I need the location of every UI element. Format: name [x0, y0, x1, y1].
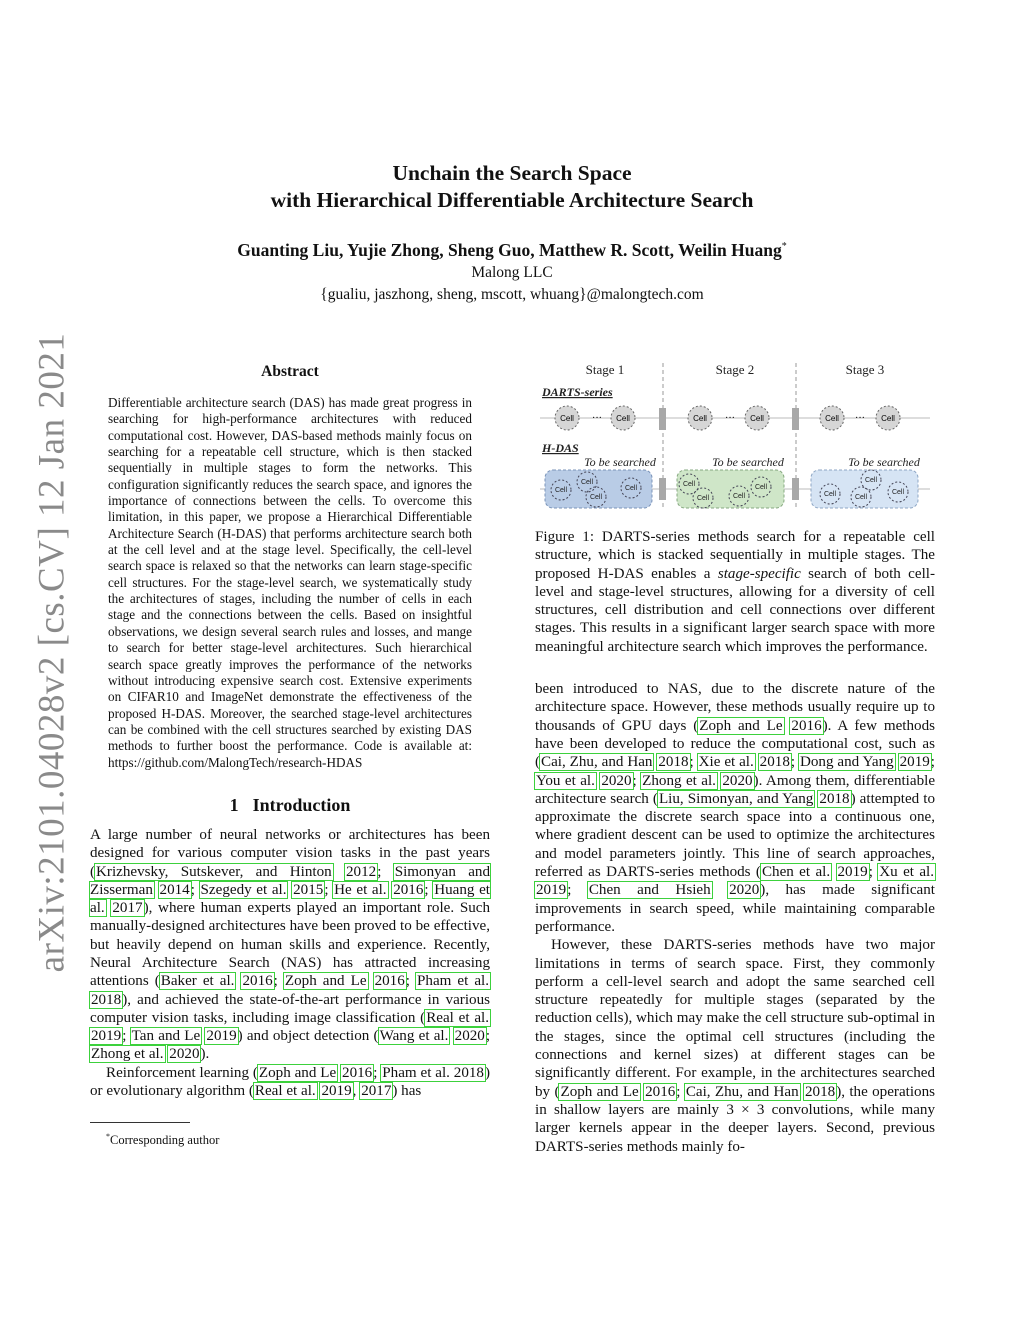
citation-link[interactable]: 2017: [112, 900, 143, 917]
citation-link[interactable]: 2016: [342, 1064, 373, 1081]
figure-1-diagram: [535, 360, 935, 510]
right-body: [535, 680, 935, 1156]
citation-link[interactable]: Xie et al.: [698, 754, 754, 771]
citation-link[interactable]: Zoph and Le: [258, 1064, 337, 1081]
hdas-label: H-DAS: [542, 441, 579, 455]
citation-link[interactable]: 2019: [536, 882, 567, 899]
title-line-1: Unchain the Search Space: [392, 161, 632, 185]
darts-cell-label: Cell: [616, 414, 630, 423]
citation-link[interactable]: Baker et al.: [160, 973, 235, 990]
paper-title: [0, 160, 1024, 214]
citation-link[interactable]: He et al.: [334, 881, 387, 898]
hdas-cell-label: Cell: [854, 494, 868, 501]
reduction-block: [792, 478, 799, 500]
section-title: Introduction: [252, 794, 351, 815]
abstract-text: Differentiable architecture search (DAS) has made great progress in searching for high-performance architectures with reduced computational cost. However, DAS-based methods mainly focus on searching for a repeatable cell structure, which is then stacked sequentially in multiple stages to form the networks. This configuration significantly reduces the search space, and ignores the importance of connections between the cells. To overcome this limitation, in this paper, we propose a Hierarchical Differentiable Architecture Search (H-DAS) that performs architecture search both at the cell level and at the stage level. Specifically, the cell-level search space is relaxed so that the networks can learn stage-specific cell structures. For the stage-level search, we systematically study the architectures of stages, including the number of cells in each stage and the connections between the cells. Based on insightful observations, we design several search rules and losses, and mange to search for better stage-level architectures. Such hierarchical search space greatly improves the performance of the networks without introducing expensive search cost. Extensive experiments on CIFAR10 and ImageNet demonstrate the effectiveness of the proposed H-DAS. Moreover, the searched stage-level architectures can be combined with the cell structures searched by existing DAS methods to further boost the performance. Code is available at: https://github.com/MalongTech/research-HDAS: [108, 395, 472, 770]
citation-link[interactable]: Cai, Zhu, and Han: [685, 1083, 799, 1100]
right-paragraph-1: been introduced to NAS, due to the discrete nature of the architecture space. However, these methods usually require up to thousands of GPU days (Zoph and Le 2016). A few methods have been developed to reduce the computational cost, such as (Cai, Zhu, and Han 2018; Xie et al. 2018; Dong and Yang 2019; You et al. 2020; Zhong et al. 2020). Among them, differentiable architecture search (Liu, Simonyan, and Yang 2018) attempted to approximate the discrete search space into a continuous one, where gradient descent can be used to optimize the architectures and model parameters jointly. This line of search approaches, referred as DARTS-series methods (Chen et al. 2019; Xu et al. 2019; Chen and Hsieh 2020), has made significant improvements in search speed, while maintaining comparable performance.: [535, 681, 936, 935]
footnote: [90, 1129, 490, 1148]
footnote-mark: *: [106, 1132, 110, 1142]
authors-text: Guanting Liu, Yujie Zhong, Sheng Guo, Matthew R. Scott, Weilin Huang: [237, 239, 782, 260]
footnote-text: Corresponding author: [110, 1133, 220, 1148]
citation-link[interactable]: Liu, Simonyan, and Yang: [658, 790, 814, 807]
text-run: ), where human experts played an important role. Such manually-designed architectures have been proved to be effective, but heavily depend on human skills and experience. Recently, Neural Architecture Search (NAS) has attracted increasing attentions (: [90, 900, 491, 990]
citation-link[interactable]: 2018: [805, 1083, 836, 1100]
citation-link[interactable]: 2016: [242, 973, 273, 990]
text-run: ) has: [392, 1083, 422, 1100]
text-run: ). A few methods have been developed to reduce the computational cost, such as (: [535, 717, 935, 771]
citation-link[interactable]: Zhong et al.: [642, 772, 716, 789]
corresponding-mark: *: [781, 241, 787, 252]
emphasis: stage-specific: [717, 565, 801, 582]
figure-1: [535, 360, 935, 510]
intro-paragraph-1: A large number of neural networks or architectures has been designed for various computer vision tasks in the past years (Krizhevsky, Sutskever, and Hinton 2012; Simonyan and Zisserman 2014; Szegedy et al. 2015; He et al. 2016; Huang et al. 2017), where human experts played an important role. Such manually-designed architectures have been proved to be effective, but heavily depend on human skills and experience. Recently, Neural Architecture Search (NAS) has attracted increasing attentions (Baker et al. 2016; Zoph and Le 2016; Pham et al. 2018), and achieved the state-of-the-art performance in various computer vision tasks, including image classification (Real et al. 2019; Tan and Le 2019) and object detection (Wang et al. 2020; Zhong et al. 2020).: [90, 826, 491, 1063]
stage-3-label: Stage 3: [845, 362, 885, 377]
title-block: [0, 160, 1024, 305]
text-run: search of both cell-level and stage-level structures, allowing for a diversity of cell structures, cell distribution and cell connections over different stages. This results in a significant larger search space with more meaningful architecture search which improves the performance.: [535, 565, 935, 655]
hdas-cell-label: Cell: [624, 485, 638, 492]
citation-link[interactable]: Xu et al.: [879, 864, 935, 881]
hdas-cell-label: Cell: [589, 494, 603, 501]
citation-link[interactable]: Chen et al.: [761, 864, 831, 881]
citation-link[interactable]: Pham et al. 2018: [382, 1064, 484, 1081]
hdas-cell-label: Cell: [554, 487, 568, 494]
hdas-cell-label: Cell: [823, 491, 837, 498]
citation-link[interactable]: Szegedy et al.: [200, 881, 287, 898]
text-run: ), the operations in shallow layers are mainly 3 × 3 convolutions, while many larger kernels appear in the deeper layers. Second, previous DARTS-series methods mainly fo-: [535, 1083, 935, 1155]
citation-link[interactable]: 2019: [206, 1028, 237, 1045]
text-run: A large number of neural networks or architectures has been designed for various computer vision tasks in the past years (: [90, 826, 490, 880]
stage-2-label: Stage 2: [715, 362, 755, 377]
citation-link[interactable]: 2016: [374, 973, 405, 990]
citation-link[interactable]: 2019: [837, 864, 868, 881]
citation-link[interactable]: 2018: [819, 790, 850, 807]
citation-link[interactable]: 2020: [722, 772, 753, 789]
hdas-cell-label: Cell: [696, 495, 710, 502]
to-be-searched-label: To be searched: [848, 455, 920, 469]
title-line-2: with Hierarchical Differentiable Architecture Search: [270, 188, 754, 212]
citation-link[interactable]: 2019: [91, 1028, 122, 1045]
right-paragraph-2: However, these DARTS-series methods have two major limitations in terms of search space. First, they commonly perform a cell-level search and adopt the same searched cell structure repeatedly for multiple stages (separated by the reduction cells), which may make the cell structure sub-optimal in the stages, since the optimal cell structures (including the connections and kernel sizes) at different stages can be significantly different. For example, in the architectures searched by (Zoph and Le 2016; Cai, Zhu, and Han 2018), the operations in shallow layers are mainly 3 × 3 convolutions, while many larger kernels appear in the deeper layers. Second, previous DARTS-series methods mainly fo-: [535, 937, 935, 1155]
author-emails: {gualiu, jaszhong, sheng, mscott, whuang}@malongtech.com: [320, 285, 704, 303]
darts-dots: ···: [855, 413, 865, 424]
citation-link[interactable]: Huang et al.: [90, 881, 490, 917]
darts-cell-label: Cell: [825, 414, 839, 423]
hdas-cell-label: Cell: [891, 489, 905, 496]
darts-dots: ···: [592, 413, 602, 424]
citation-link[interactable]: Real et al.: [426, 1009, 489, 1026]
affiliation: Malong LLC: [471, 263, 553, 281]
citation-link[interactable]: 2018: [91, 991, 122, 1008]
left-column: [90, 363, 490, 1149]
citation-link[interactable]: Cai, Zhu, and Han: [541, 754, 653, 771]
citation-link[interactable]: 2018: [658, 754, 689, 771]
hdas-cell-label: Cell: [864, 477, 878, 484]
citation-link[interactable]: 2020: [169, 1046, 200, 1063]
arxiv-side-stamp: [30, 332, 74, 972]
to-be-searched-label: To be searched: [712, 455, 784, 469]
text-run: Figure 1: DARTS-series methods search for a repeatable cell structure, which is stacked sequentially in multiple stages. The proposed H-DAS enables a: [535, 529, 935, 582]
intro-paragraph-2: Reinforcement learning (Zoph and Le 2016; Pham et al. 2018) or evolutionary algorithm (Real et al. 2019, 2017) has: [90, 1064, 491, 1100]
text-run: ) or evolutionary algorithm (: [90, 1064, 491, 1100]
footnote-rule: [90, 1122, 190, 1123]
stage-2-search-box: [677, 470, 784, 508]
text-run: ) attempted to approximate the discrete search space into a continuous one, where gradient descent can be used to optimize the architectures and model parameters jointly. This line of search approaches, referred as DARTS-series methods (: [535, 790, 936, 881]
citation-link[interactable]: 2020: [601, 772, 632, 789]
darts-cell-label: Cell: [881, 414, 895, 423]
right-column: [535, 360, 935, 1156]
citation-link[interactable]: 2016: [393, 881, 424, 898]
abstract-heading: Abstract: [261, 363, 319, 380]
hdas-cell-label: Cell: [682, 481, 696, 488]
arxiv-id: arXiv:2101.04028v2 [cs.CV] 12 Jan 2021: [31, 332, 73, 972]
author-list: [0, 236, 1024, 261]
text-run: Reinforcement learning (: [106, 1064, 258, 1081]
section-heading-introduction: [90, 795, 490, 816]
section-number: 1: [229, 794, 239, 815]
darts-series-label: DARTS-series: [542, 385, 613, 399]
text-run: ), and achieved the state-of-the-art performance in various computer vision tasks, including image classification (: [90, 991, 490, 1026]
citation-link[interactable]: Chen and Hsieh: [588, 882, 711, 899]
citation-link[interactable]: Simonyan and Zisserman: [90, 863, 490, 898]
to-be-searched-label: To be searched: [584, 455, 656, 469]
reduction-block: [659, 478, 666, 500]
stage-1-label: Stage 1: [585, 362, 625, 377]
reduction-block: [659, 408, 666, 430]
citation-link[interactable]: 2016: [791, 717, 822, 734]
citation-link[interactable]: 2014: [159, 881, 190, 898]
text-run: ) and object detection (: [237, 1028, 379, 1045]
figure-1-caption: [535, 528, 935, 656]
citation-link[interactable]: Dong and Yang: [799, 754, 894, 771]
text-run: ).: [200, 1046, 210, 1063]
citation-link[interactable]: 2017: [361, 1083, 392, 1100]
citation-link[interactable]: 2020: [454, 1028, 485, 1045]
citation-link[interactable]: Pham et al.: [417, 973, 490, 990]
text-run: been introduced to NAS, due to the discrete nature of the architecture space. However, these methods usually require up to thousands of GPU days (: [535, 681, 935, 734]
citation-link[interactable]: 2020: [729, 882, 760, 899]
citation-link[interactable]: Zoph and Le: [560, 1083, 639, 1100]
citation-link[interactable]: Zoph and Le: [284, 973, 367, 990]
hdas-cell-label: Cell: [732, 493, 746, 500]
darts-cell-label: Cell: [693, 414, 707, 423]
hdas-cell-label: Cell: [580, 479, 594, 486]
darts-dots: ···: [725, 413, 735, 424]
darts-cell-label: Cell: [750, 414, 764, 423]
citation-link[interactable]: Wang et al.: [379, 1028, 449, 1045]
citation-link[interactable]: Tan and Le: [131, 1028, 201, 1045]
citation-link[interactable]: 2015: [293, 881, 324, 898]
text-run: ), has made significant improvements in search speed, while maintaining comparable performance.: [535, 882, 935, 935]
citation-link[interactable]: Real et al.: [254, 1083, 316, 1100]
citation-link[interactable]: 2019: [321, 1083, 352, 1100]
citation-link[interactable]: 2016: [645, 1083, 676, 1100]
hdas-cell-label: Cell: [754, 484, 768, 491]
citation-link[interactable]: Zoph and Le: [699, 717, 783, 734]
text-run: ). Among them, differentiable architecture search (: [535, 772, 936, 807]
citation-link[interactable]: Zhong et al.: [91, 1046, 164, 1063]
citation-link[interactable]: Krizhevsky, Sutskever, and Hinton: [96, 863, 332, 880]
citation-link[interactable]: 2019: [899, 754, 930, 771]
text-run: However, these DARTS-series methods have two major limitations in terms of search space. First, they commonly perform a cell-level search and adopt the same searched cell structure repeatedly for multiple stages (separated by the reduction cells), which may make the cell structure sub-optimal in the stages, since the optimal cell structures (including the connections and kernel sizes) at different stages can be significantly different. For example, in the architectures searched by (: [535, 937, 935, 1100]
darts-cell-label: Cell: [560, 414, 574, 423]
citation-link[interactable]: You et al.: [536, 772, 595, 789]
reduction-block: [792, 408, 799, 430]
citation-link[interactable]: 2018: [759, 754, 790, 771]
citation-link[interactable]: 2012: [346, 863, 377, 880]
